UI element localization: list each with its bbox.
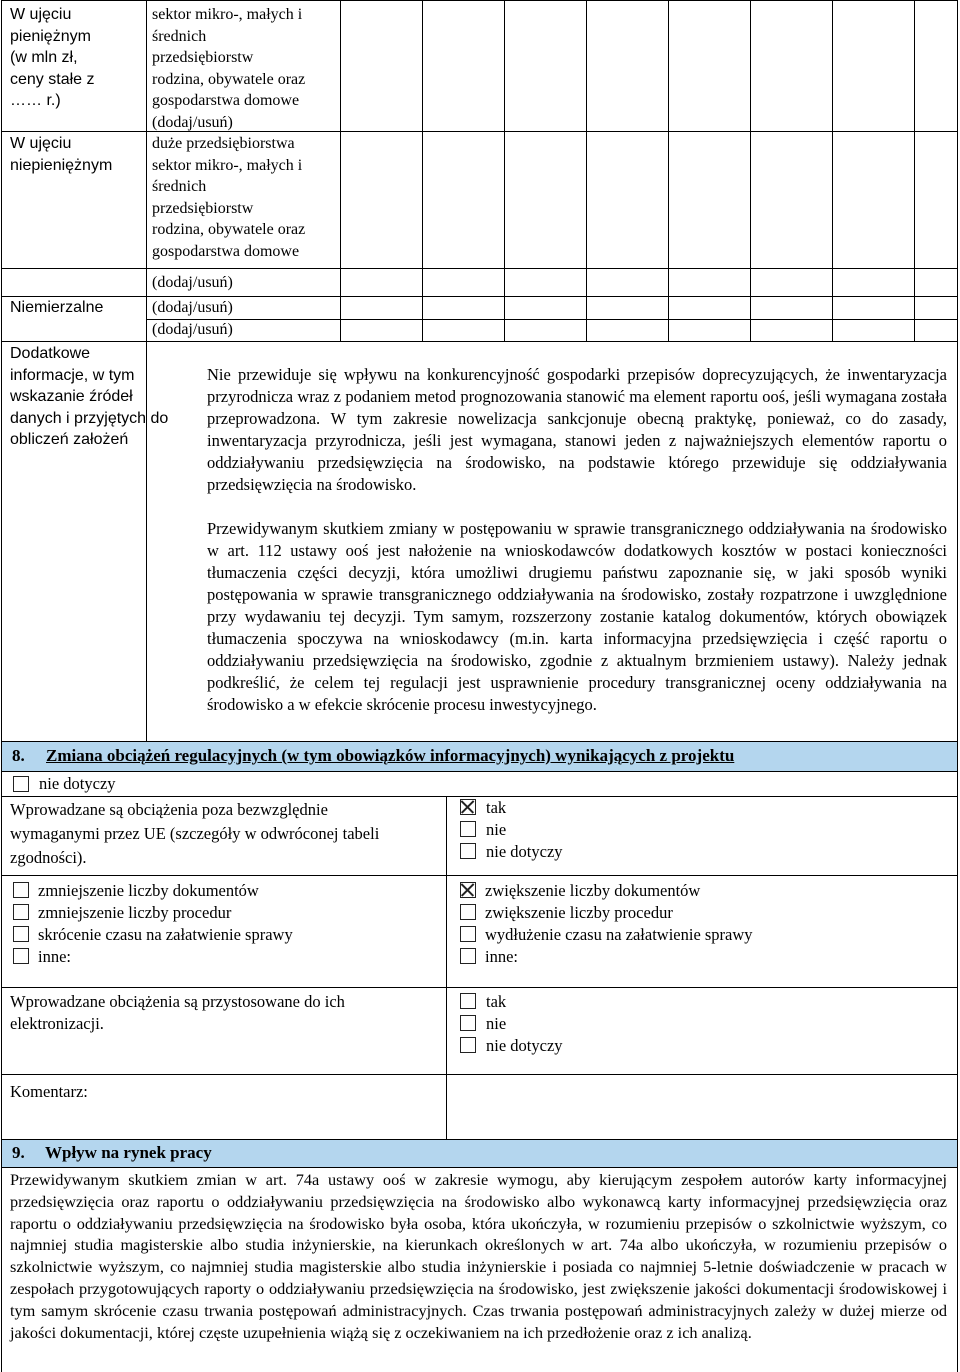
label-line: W ujęciu <box>10 135 72 152</box>
add-remove-link[interactable]: (dodaj/usuń) <box>152 113 233 131</box>
row-label: przedsiębiorstw <box>152 199 254 217</box>
middle-row-labels-2 <box>152 133 305 262</box>
question-line: wymaganymi przez UE (szczegóły w odwróconej tabeli <box>10 824 380 843</box>
label-line: wskazanie źródeł <box>10 388 133 405</box>
label-non-monetary <box>10 133 112 176</box>
section-8-number: 8. <box>12 746 25 765</box>
not-applicable-label: nie dotyczy <box>39 774 116 793</box>
section-8-header <box>2 742 957 771</box>
label-line: Dodatkowe <box>10 345 91 362</box>
reduce-procedures-checkbox[interactable] <box>13 904 29 920</box>
additional-info-paragraph-2: Przewidywanym skutkiem zmiany w postępowaniu w sprawie transgranicznego oddziaływania na środowisko w art. 112 ustawy ooś jest nałożenie na wnioskodawców dodatkowych kosztów w postaci konieczności tłumaczenia części decyzji, która umożliwi drugiemu państwu zapoznanie się, w jaki sposób wyniki postępowania w sprawie transgranicznego oddziaływania na środowisko, zostały rozpatrzone i uwzględnione przy wydawaniu tej decyzji. Tym samym, rozszerzony zostanie katalog dokumentów, których obowiązek tłumaczenia spoczywa na wnioskodawcy (m.in. karta informacyjna przedsięwzięcia i część raportu o oddziaływaniu przedsięwzięcia na środowisko, zgodnie z aktualnym brzmieniem ustawy). Należy jednak podkreślić, że celem tej regulacji jest usprawnienie procedury transgranicznej oceny oddziaływania na środowisko a w efekcie skrócenie procesu inwestycyjnego. <box>207 519 947 714</box>
reduce-documents-label: zmniejszenie liczby dokumentów <box>38 881 259 900</box>
q2-na-label: nie dotyczy <box>486 1036 563 1055</box>
label-line: danych i przyjętych do <box>10 409 169 427</box>
middle-row-labels <box>152 4 305 133</box>
q1-yes-label: tak <box>486 798 507 817</box>
add-remove-link[interactable]: (dodaj/usuń) <box>152 299 233 316</box>
row-label: duże przedsiębiorstwa <box>152 135 295 152</box>
shorten-time-label: skrócenie czasu na załatwienie sprawy <box>38 925 293 944</box>
add-remove-link[interactable]: (dodaj/usuń) <box>152 274 233 291</box>
left-other-label: inne: <box>38 947 71 966</box>
q2-yes-label: tak <box>486 992 507 1011</box>
row-label: średnich <box>152 178 207 195</box>
question-line: Wprowadzane są obciążenia poza bezwzględnie <box>10 800 328 819</box>
label-line: (w mln zł, <box>10 49 78 66</box>
section-8-title: Zmiana obciążeń regulacyjnych (w tym obowiązków informacyjnych) wynikających z projektu <box>46 746 735 765</box>
label-line: ceny stałe z <box>10 70 95 88</box>
q2-no-label: nie <box>486 1014 507 1033</box>
increase-procedures-label: zwiększenie liczby procedur <box>485 903 673 922</box>
q1-no-label: nie <box>486 820 507 839</box>
label-line: …… r.) <box>10 92 61 109</box>
section-9-title: Wpływ na rynek pracy <box>45 1143 212 1162</box>
row-label: sektor mikro-, małych i <box>152 156 303 174</box>
label-line: pieniężnym <box>10 27 91 45</box>
question-electronization <box>10 991 345 1035</box>
labor-market-paragraph: Przewidywanym skutkiem zmian w art. 74a ustawy ooś w zakresie wymogu, aby kierującym zespołem autorów karty informacyjnej przedsięwzięcia oraz raportu o oddziaływaniu przedsięwzięcia na środowisko albo wykonawcą karty informacyjnej przedsięwzięcia oraz raportu o oddziaływaniu przedsięwzięcia na środowisko była osoba, która ukończyła, w rozumieniu przepisów o szkolnictwie wyższym, co najmniej studia magisterskie albo studia inżynierskie, na kierunkach określonych w art. 74a albo ukończyła, w rozumieniu przepisów o szkolnictwie wyższym, co najmniej studia magisterskie albo studia inżynierskie i posiada co najmniej 5-letnie doświadczenie w pracach w zespołach przygotowujących raporty o oddziaływaniu przedsięwzięcia na środowisko, jest zwiększenie jakości dokumentacji środowiskowej i tym samym skrócenie czasu trwania postępowań administracyjnych. Czas trwania postępowań administracyjnych zależy w dużej mierze od jakości dokumentacji, której częste uzupełnienia wiążą się z oczekiwaniem na ich przedłożenie oraz z ich analizą. <box>10 1170 947 1342</box>
q1-na-label: nie dotyczy <box>486 842 563 861</box>
row-label: gospodarstwa domowe <box>152 92 300 109</box>
label-unmeasurable: Niemierzalne <box>10 299 104 316</box>
label-line: obliczeń założeń <box>10 431 129 448</box>
extend-time-checkbox[interactable] <box>460 926 476 942</box>
row-label: sektor mikro-, małych i <box>152 6 303 23</box>
question-line: zgodności). <box>10 848 87 867</box>
shorten-time-checkbox[interactable] <box>13 926 29 942</box>
reduce-procedures-label: zmniejszenie liczby procedur <box>38 903 232 922</box>
not-applicable-checkbox[interactable] <box>13 776 29 792</box>
additional-info-paragraph-1: Nie przewiduje się wpływu na konkurencyjność gospodarki przepisów doprecyzujących, że inwentaryzacja przyrodnicza wraz z podaniem metod prognozowania stanowić ma element raportu ooś, jeśli wymagana została przeprowadzona. W tym zakresie nowelizacja sankcjonuje obecną praktykę, ponieważ, co do zasady, inwentaryzacja przyrodnicza, jeśli jest wymagana, stanowi jeden z najważniejszych elementów raportu o oddziaływaniu przedsięwzięcia na środowisko, na podstawie którego przewiduje się oddziaływania przedsięwzięcia na środowisko. <box>207 365 947 494</box>
add-remove-link[interactable]: (dodaj/usuń) <box>152 321 233 338</box>
extend-time-label: wydłużenie czasu na załatwienie sprawy <box>485 925 753 944</box>
reduce-documents-checkbox[interactable] <box>13 882 29 898</box>
section-9-header <box>2 1140 957 1167</box>
comment-label: Komentarz: <box>10 1082 88 1101</box>
q1-yes-checkbox[interactable] <box>460 799 476 815</box>
question-beyond-eu <box>10 798 379 870</box>
label-line: W ujęciu <box>10 6 72 23</box>
q1-na-checkbox[interactable] <box>460 843 476 859</box>
label-additional-info <box>10 343 168 451</box>
increase-documents-checkbox[interactable] <box>460 882 476 898</box>
q2-na-checkbox[interactable] <box>460 1037 476 1053</box>
label-monetary <box>10 4 94 112</box>
question-line: elektronizacji. <box>10 1014 104 1033</box>
increase-documents-label: zwiększenie liczby dokumentów <box>485 881 701 900</box>
q2-no-checkbox[interactable] <box>460 1015 476 1031</box>
left-other-checkbox[interactable] <box>13 948 29 964</box>
q1-no-checkbox[interactable] <box>460 821 476 837</box>
comment-field[interactable] <box>120 1078 950 1134</box>
row-label: średnich <box>152 27 207 45</box>
label-line: informacje, w tym <box>10 366 135 384</box>
section-9-number: 9. <box>12 1143 25 1162</box>
row-label: rodzina, obywatele oraz <box>152 70 306 88</box>
label-line: niepieniężnym <box>10 156 113 174</box>
row-label: przedsiębiorstw <box>152 49 254 66</box>
right-other-checkbox[interactable] <box>460 948 476 964</box>
row-label: rodzina, obywatele oraz <box>152 221 306 238</box>
row-label: gospodarstwa domowe <box>152 242 300 260</box>
increase-procedures-checkbox[interactable] <box>460 904 476 920</box>
right-other-label: inne: <box>485 947 518 966</box>
question-line: Wprowadzane obciążenia są przystosowane do ich <box>10 992 345 1011</box>
q2-yes-checkbox[interactable] <box>460 993 476 1009</box>
